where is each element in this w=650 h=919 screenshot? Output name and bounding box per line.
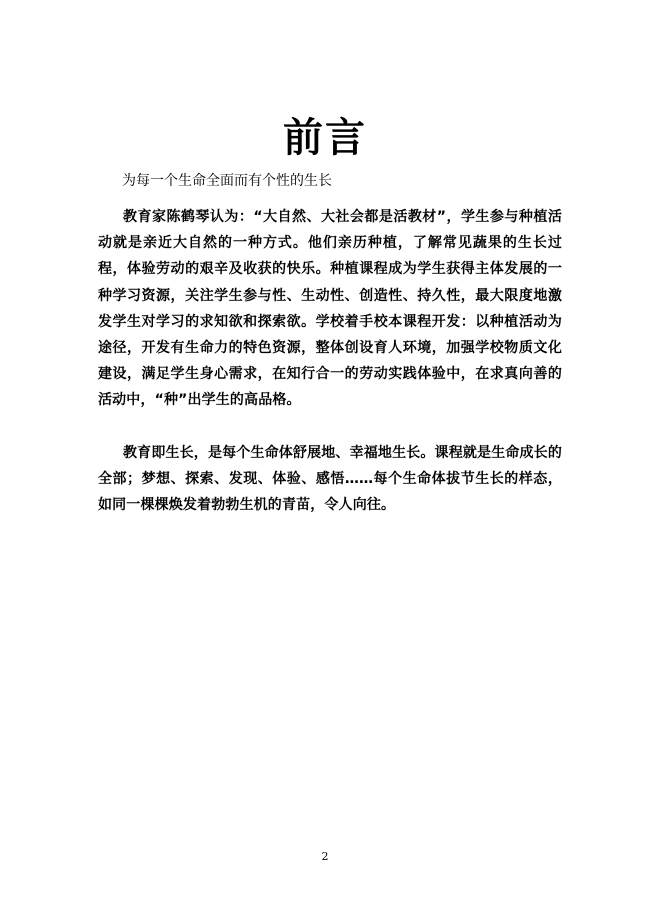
page-number: 2 bbox=[321, 850, 329, 863]
paragraph-growth: 教育即生长，是每个生命体舒展地、幸福地生长。课程就是生命成长的全部；梦想、探索、发现、体验、感悟……每个生命体拔节生长的样态，如同一棵棵焕发着勃勃生机的青苗，令人向往。 bbox=[98, 445, 562, 514]
subtitle: 为每一个生命全面而有个性的生长 bbox=[122, 173, 332, 189]
paragraph-intro: 教育家陈鹤琴认为：“大自然、大社会都是活教材”，学生参与种植活动就是亲近大自然的一种方式。他们亲历种植，了解常见蔬果的生长过程，体验劳动的艰辛及收获的快乐。种植课程成为学生获得主体发展的一种学习资源，关注学生参与性、生动性、创造性、持久性，最大限度地激发学生对学习的求知欲和探索欲。学校着手校本课程开发：以种植活动为途径，开发有生命力的特色资源，整体创设育人环境，加强学校物质文化建设，满足学生身心需求，在知行合一的劳动实践体验中，在求真向善的活动中，“种”出学生的高品格。 bbox=[98, 209, 562, 409]
page-title: 前言 bbox=[283, 115, 367, 161]
